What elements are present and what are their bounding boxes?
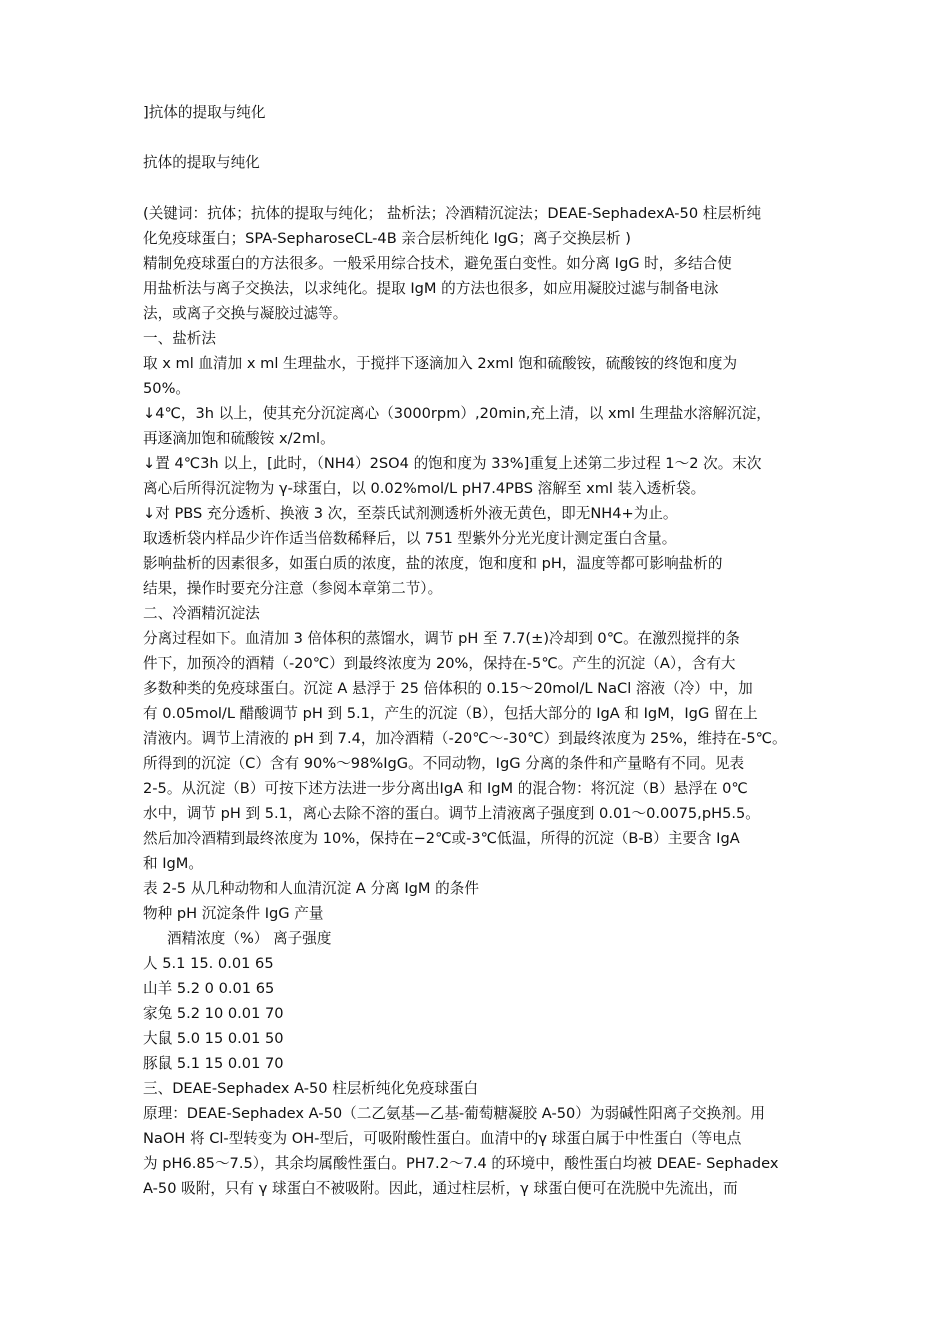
- paragraph-line: 影响盐析的因素很多，如蛋白质的浓度，盐的浓度，饱和度和 pH，温度等都可影响盐析的: [143, 555, 723, 572]
- paragraph-line: 和 IgM。: [143, 855, 203, 872]
- paragraph-line: 原理：DEAE-Sephadex A-50（二乙氨基—乙基-葡萄糖凝胶 A-50）为弱碱性阳离子交换剂。用: [143, 1105, 766, 1122]
- intro-line: 用盐析法与离子交换法，以求纯化。提取 IgM 的方法也很多，如应用凝胶过滤与制备电泳: [143, 280, 719, 297]
- paragraph-line: 件下，加预冷的酒精（-20℃）到最终浓度为 20%，保持在-5℃。产生的沉淀（A），含有大: [143, 655, 736, 672]
- table-row: 家兔 5.2 10 0.01 70: [143, 1005, 284, 1022]
- paragraph-line: 水中，调节 pH 到 5.1，离心去除不溶的蛋白。调节上清液离子强度到 0.01～0.0075,pH5.5。: [143, 805, 760, 822]
- keywords-line: (关键词：抗体；抗体的提取与纯化； 盐析法；冷酒精沉淀法；DEAE-SephadexA-50 柱层析纯: [143, 205, 762, 222]
- paragraph-line: NaOH 将 Cl-型转变为 OH-型后，可吸附酸性蛋白。血清中的γ 球蛋白属于中性蛋白（等电点: [143, 1130, 742, 1147]
- paragraph-line: 为 pH6.85～7.5），其余均属酸性蛋白。PH7.2～7.4 的环境中，酸性蛋白均被 DEAE- Sephadex: [143, 1155, 779, 1172]
- section-heading: 二、冷酒精沉淀法: [143, 605, 260, 622]
- paragraph-line: 再逐滴加饱和硫酸铵 x/2ml。: [143, 430, 335, 447]
- paragraph-line: 所得到的沉淀（C）含有 90%～98%IgG。不同动物，IgG 分离的条件和产量略有不同。见表: [143, 755, 745, 772]
- section-heading: 三、DEAE-Sephadex A-50 柱层析纯化免疫球蛋白: [143, 1080, 479, 1097]
- table-row: 山羊 5.2 0 0.01 65: [143, 980, 275, 997]
- paragraph-line: 有 0.05mol/L 醋酸调节 pH 到 5.1，产生的沉淀（B），包括大部分的 IgA 和 IgM，IgG 留在上: [143, 705, 758, 722]
- intro-line: 法，或离子交换与凝胶过滤等。: [143, 305, 348, 322]
- table-row: 大鼠 5.0 15 0.01 50: [143, 1030, 284, 1047]
- paragraph-line: 然后加冷酒精到最终浓度为 10%，保持在−2℃或-3℃低温，所得的沉淀（B-B）主要含 IgA: [143, 830, 740, 847]
- keywords-line: 化免疫球蛋白；SPA-SepharoseCL-4B 亲合层析纯化 IgG；离子交换层析 ): [143, 230, 631, 247]
- table-row: 人 5.1 15. 0.01 65: [143, 955, 274, 972]
- paragraph-line: 离心后所得沉淀物为 γ-球蛋白，以 0.02%mol/L pH7.4PBS 溶解至 xml 装入透析袋。: [143, 480, 706, 497]
- table-row: 豚鼠 5.1 15 0.01 70: [143, 1055, 284, 1072]
- table-caption: 表 2-5 从几种动物和人血清沉淀 A 分离 IgM 的条件: [143, 880, 479, 897]
- table-header: 物种 pH 沉淀条件 IgG 产量: [143, 905, 324, 922]
- paragraph-line: 取透析袋内样品少许作适当倍数稀释后，以 751 型紫外分光光度计测定蛋白含量。: [143, 530, 677, 547]
- paragraph-line: 2-5。从沉淀（B）可按下述方法进一步分离出IgA 和 IgM 的混合物：将沉淀（B）悬浮在 0℃: [143, 780, 748, 797]
- paragraph-line: 清液内。调节上清液的 pH 到 7.4，加冷酒精（-20℃～-30℃）到最终浓度为 25%，维持在-5℃。: [143, 730, 787, 747]
- paragraph-line: 取 x ml 血清加 x ml 生理盐水，于搅拌下逐滴加入 2xml 饱和硫酸铵，硫酸铵的终饱和度为: [143, 355, 738, 372]
- table-subheader: 酒精浓度（%） 离子强度: [167, 930, 332, 947]
- paragraph-line: 分离过程如下。血清加 3 倍体积的蒸馏水，调节 pH 至 7.7(±)冷却到 0℃。在激烈搅拌的条: [143, 630, 740, 647]
- paragraph-line: ↓置 4℃3h 以上，[此时，（NH4）2SO4 的饱和度为 33%]重复上述第二步过程 1～2 次。末次: [143, 455, 762, 472]
- section-heading: 一、盐析法: [143, 330, 216, 347]
- paragraph-line: 结果，操作时要充分注意（参阅本章第二节）。: [143, 580, 443, 597]
- intro-line: 精制免疫球蛋白的方法很多。一般采用综合技术，避免蛋白变性。如分离 IgG 时，多结合使: [143, 255, 732, 272]
- paragraph-line: 多数种类的免疫球蛋白。沉淀 A 悬浮于 25 倍体积的 0.15～20mol/L NaCl 溶液（冷）中，加: [143, 680, 753, 697]
- paragraph-line: ↓对 PBS 充分透析、换液 3 次，至萘氏试剂测透析外液无黄色，即无NH4+为止。: [143, 505, 678, 522]
- paragraph-line: ↓4℃，3h 以上，使其充分沉淀离心（3000rpm）,20min,充上清，以 xml 生理盐水溶解沉淀，: [143, 405, 771, 422]
- header-title: ]抗体的提取与纯化: [143, 104, 266, 121]
- paragraph-line: A-50 吸附，只有 γ 球蛋白不被吸附。因此，通过柱层析，γ 球蛋白便可在洗脱中先流出，而: [143, 1180, 738, 1197]
- document-title: 抗体的提取与纯化: [143, 154, 260, 171]
- paragraph-line: 50%。: [143, 380, 191, 397]
